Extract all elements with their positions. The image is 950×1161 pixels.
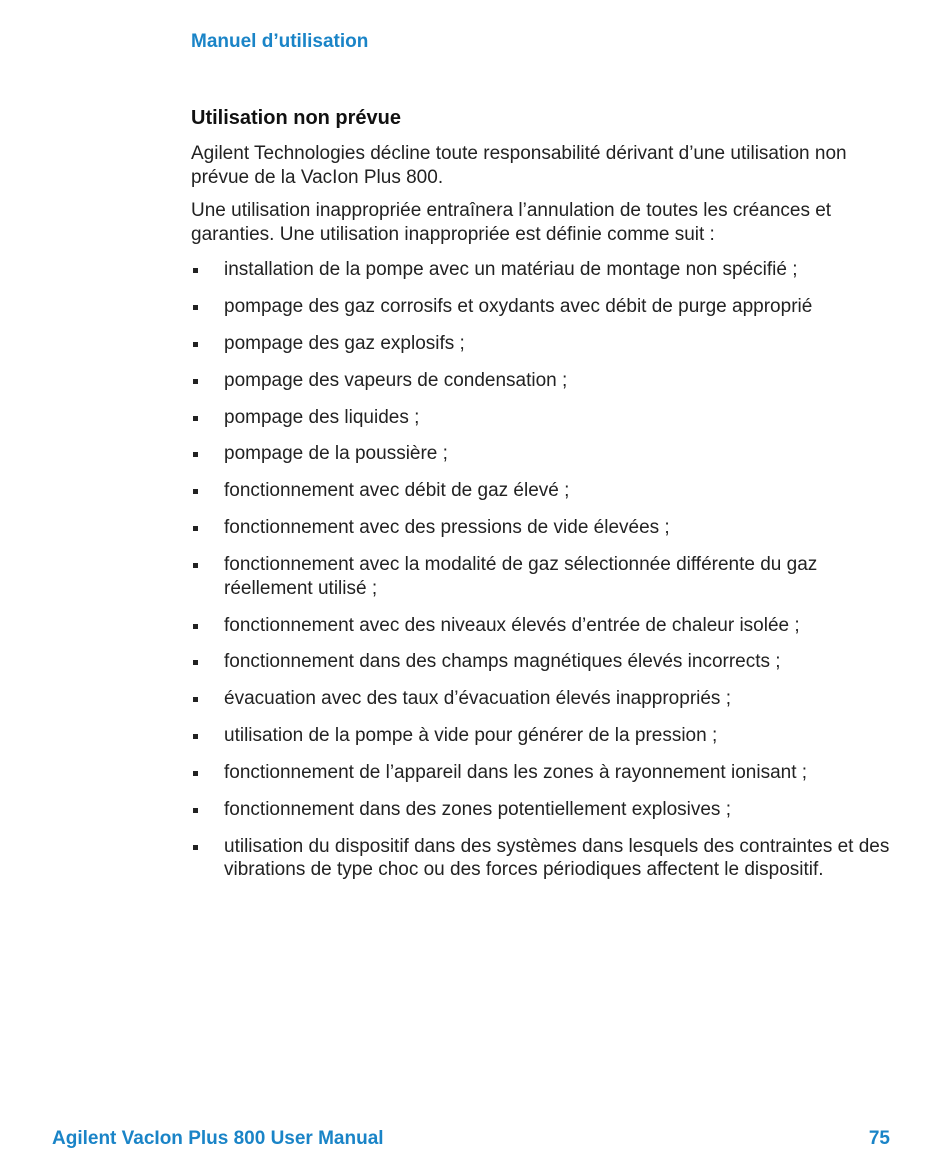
list-item [191,406,906,430]
square-bullet-icon [193,845,198,850]
list-item-text: fonctionnement de l’appareil dans les zones à rayonnement ionisant ; [224,762,808,784]
square-bullet-icon [193,697,198,702]
list-item-text: utilisation du dispositif dans des systèmes dans lesquels des contraintes et des vibrations de type choc ou des forces périodiques affectent le dispositif. [224,835,890,881]
square-bullet-icon [193,489,198,494]
list-item [191,724,906,748]
section-body [191,105,906,895]
list-item [191,258,906,282]
square-bullet-icon [193,305,198,310]
list-item-text: pompage des liquides ; [224,406,420,428]
list-item-text: fonctionnement avec des niveaux élevés d’entrée de chaleur isolée ; [224,614,800,636]
list-item [191,553,906,600]
list-item [191,332,906,356]
list-item [191,650,906,674]
square-bullet-icon [193,624,198,629]
list-item [191,479,906,503]
list-item-text: pompage des gaz explosifs ; [224,332,465,354]
list-item-text: fonctionnement dans des champs magnétiques élevés incorrects ; [224,651,781,673]
list-item [191,761,906,785]
footer-manual-title: Agilent VacIon Plus 800 User Manual [52,1128,384,1149]
list-item [191,798,906,822]
square-bullet-icon [193,452,198,457]
list-item [191,295,906,319]
intro-paragraph: Agilent Technologies décline toute responsabilité dérivant d’une utilisation non prévue de la VacIon Plus 800. [191,143,847,188]
square-bullet-icon [193,268,198,273]
page-number: 75 [868,1128,890,1149]
list-item-text: évacuation avec des taux d’évacuation élevés inappropriés ; [224,688,731,710]
list-item-text: pompage de la poussière ; [224,443,448,465]
square-bullet-icon [193,526,198,531]
square-bullet-icon [193,734,198,739]
list-item [191,835,906,882]
list-item-text: fonctionnement avec débit de gaz élevé ; [224,480,570,502]
list-item-text: pompage des vapeurs de condensation ; [224,369,568,391]
list-item [191,614,906,638]
square-bullet-icon [193,660,198,665]
square-bullet-icon [193,563,198,568]
definition-paragraph: Une utilisation inappropriée entraînera l’annulation de toutes les créances et garanties. Une utilisation inappropriée est définie comme suit : [191,200,832,245]
misuse-list [191,258,906,882]
list-item [191,516,906,540]
square-bullet-icon [193,771,198,776]
list-item-text: fonctionnement avec des pressions de vide élevées ; [224,517,670,539]
square-bullet-icon [193,342,198,347]
list-item [191,369,906,393]
square-bullet-icon [193,808,198,813]
running-footer [52,1128,890,1154]
list-item-text: utilisation de la pompe à vide pour générer de la pression ; [224,725,718,747]
square-bullet-icon [193,416,198,421]
list-item [191,687,906,711]
running-header-title: Manuel d’utilisation [191,31,369,52]
list-item [191,442,906,466]
list-item-text: pompage des gaz corrosifs et oxydants avec débit de purge approprié [224,295,813,317]
section-title: Utilisation non prévue [191,107,402,129]
square-bullet-icon [193,379,198,384]
list-item-text: fonctionnement avec la modalité de gaz sélectionnée différente du gaz réellement utilisé ; [224,554,818,599]
list-item-text: installation de la pompe avec un matériau de montage non spécifié ; [224,259,798,280]
list-item-text: fonctionnement dans des zones potentiellement explosives ; [224,798,731,820]
